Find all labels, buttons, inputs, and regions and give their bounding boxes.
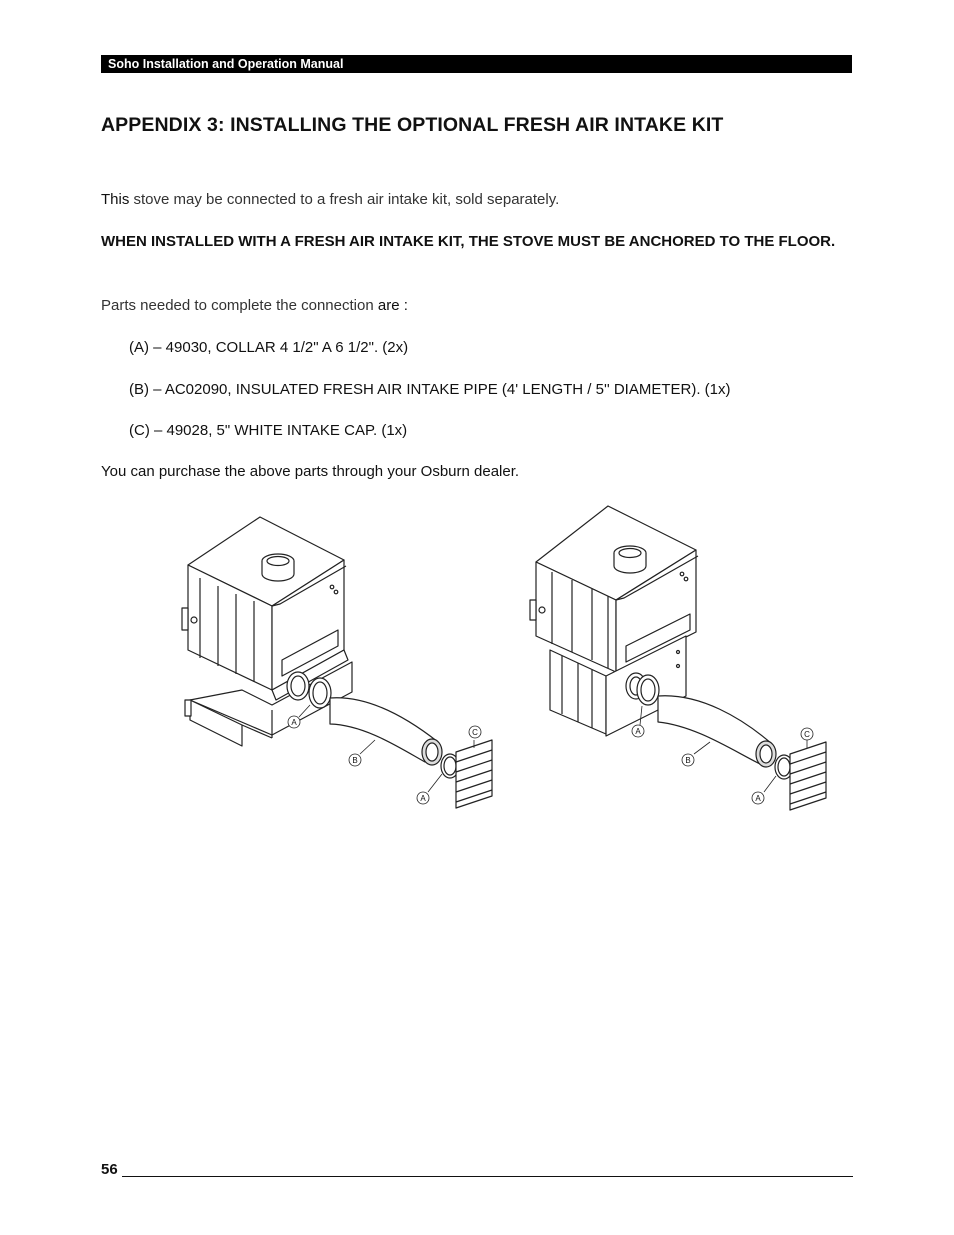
section-title: APPENDIX 3: INSTALLING THE OPTIONAL FRESH AIR INTAKE KIT (101, 114, 724, 136)
left-label-a-ring: A (420, 794, 426, 803)
intro-rest: stove may be connected to a fresh air intake kit, sold separately. (129, 191, 560, 208)
parts-intro (101, 294, 853, 318)
right-label-b-pipe: B (685, 756, 691, 765)
parts-intro-rest: are : (373, 297, 408, 314)
left-label-c-cap: C (472, 728, 478, 737)
parts-intro-lead: Parts needed to complete the connection (101, 297, 374, 314)
left-label-a-collar: A (291, 718, 297, 727)
left-label-b-pipe: B (352, 756, 358, 765)
part-item-a: (A) – 49030, COLLAR 4 1/2" A 6 1/2". (2x) (129, 339, 409, 356)
right-stove-illustration (530, 506, 826, 810)
purchase-note: You can purchase the above parts through your Osburn dealer. (101, 463, 520, 480)
right-label-a-ring: A (755, 794, 761, 803)
intro-paragraph (101, 188, 853, 212)
footer-rule (122, 1176, 853, 1177)
header-bar (101, 55, 852, 73)
page-number: 56 (101, 1161, 118, 1178)
manual-title: Soho Installation and Operation Manual (108, 57, 344, 71)
page-footer (101, 1158, 853, 1182)
part-item-c: (C) – 49028, 5" WHITE INTAKE CAP. (1x) (129, 422, 408, 439)
installation-figure (170, 500, 850, 820)
anchoring-warning: WHEN INSTALLED WITH A FRESH AIR INTAKE KIT, THE STOVE MUST BE ANCHORED TO THE FLOOR. (101, 233, 836, 250)
parts-list (129, 336, 731, 461)
left-stove-illustration (182, 517, 492, 808)
right-label-a-collar: A (635, 727, 641, 736)
part-item-b: (B) – AC02090, INSULATED FRESH AIR INTAKE PIPE (4' LENGTH / 5'' DIAMETER). (1x) (129, 380, 731, 398)
right-label-c-cap: C (804, 730, 810, 739)
intro-lead: This (101, 191, 130, 208)
